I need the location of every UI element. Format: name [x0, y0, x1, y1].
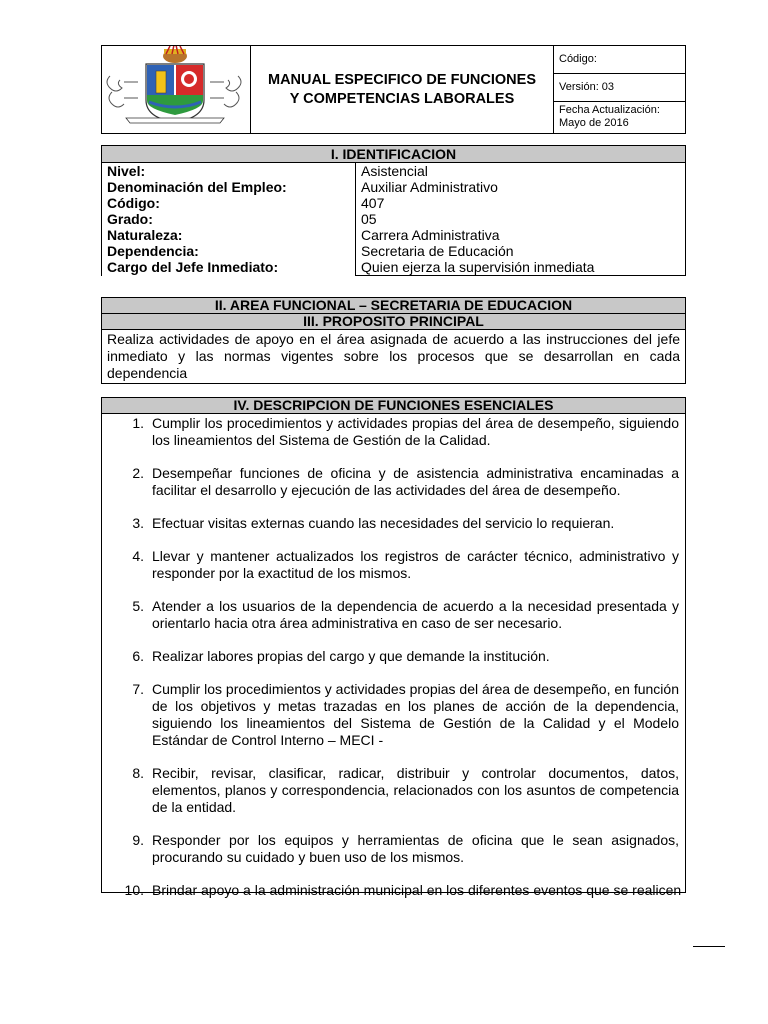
- identificacion-table: [101, 145, 686, 276]
- codigo-cell: Código:: [554, 46, 686, 74]
- item-number: 9.: [132, 832, 144, 848]
- list-item: [102, 465, 685, 499]
- document-title: [251, 46, 554, 134]
- item-number: 8.: [132, 765, 144, 781]
- value-naturaleza: Carrera Administrativa: [361, 227, 500, 243]
- list-item: [102, 515, 685, 532]
- label-codigo: Código:: [107, 195, 160, 211]
- funciones-box: [101, 397, 686, 898]
- item-number: 10.: [124, 882, 144, 898]
- value-nivel: Asistencial: [361, 163, 428, 179]
- item-text: Realizar labores propias del cargo y que demande la institución.: [152, 648, 550, 664]
- item-text: Desempeñar funciones de oficina y de asistencia administrativa encaminadas a facilitar el desarrollo y ejecución de las actividades del área de desempeño.: [152, 465, 679, 498]
- proposito-text: Realiza actividades de apoyo en el área asignada de acuerdo a las instrucciones del jefe inmediato y las normas vigentes sobre los procesos que se desarrollan en cada dependencia: [102, 330, 686, 384]
- label-denominacion: Denominación del Empleo:: [107, 179, 287, 195]
- ident-values: [356, 163, 686, 276]
- title-line-1: MANUAL ESPECIFICO DE FUNCIONES: [267, 71, 536, 88]
- value-dependencia: Secretaria de Educación: [361, 243, 514, 259]
- version-cell: Versión: 03: [554, 73, 686, 101]
- list-item: [102, 598, 685, 632]
- area-proposito-table: [101, 297, 686, 384]
- municipality-crest-icon: [102, 46, 248, 128]
- item-text: Brindar apoyo a la administración municipal en los diferentes eventos que se realicen: [152, 882, 682, 898]
- funciones-heading: IV. DESCRIPCION DE FUNCIONES ESENCIALES: [102, 398, 685, 414]
- label-nivel: Nivel:: [107, 163, 146, 179]
- value-denominacion: Auxiliar Administrativo: [361, 179, 498, 195]
- list-item: [102, 548, 685, 582]
- fecha-label: Fecha Actualización:: [559, 104, 660, 117]
- item-text: Atender a los usuarios de la dependencia de acuerdo a la necesidad presentada y orientarlo hacia otra área administrativa en caso de ser necesario.: [152, 598, 679, 631]
- item-number: 6.: [132, 648, 144, 664]
- label-naturaleza: Naturaleza:: [107, 227, 183, 243]
- list-item: [102, 882, 685, 899]
- item-number: 3.: [132, 515, 144, 531]
- item-text: Efectuar visitas externas cuando las necesidades del servicio lo requieran.: [152, 515, 615, 531]
- label-dependencia: Dependencia:: [107, 243, 199, 259]
- item-text: Cumplir los procedimientos y actividades propias del área de desempeño, siguiendo los lineamientos del Sistema de Gestión de la Calidad.: [152, 415, 679, 448]
- fecha-value: Mayo de 2016: [559, 117, 629, 130]
- proposito-heading: III. PROPOSITO PRINCIPAL: [102, 314, 686, 330]
- title-line-2: Y COMPETENCIAS LABORALES: [289, 90, 515, 107]
- value-grado: 05: [361, 211, 377, 227]
- area-funcional-heading: II. AREA FUNCIONAL – SECRETARIA DE EDUCACION: [102, 298, 686, 314]
- list-item: [102, 765, 685, 816]
- item-text: Llevar y mantener actualizados los registros de carácter técnico, administrativo y responder por la exactitud de los mismos.: [152, 548, 679, 581]
- item-text: Cumplir los procedimientos y actividades propias del área de desempeño, en función de los objetivos y metas trazadas en los planes de acción de la dependencia, siguiendo los lineamientos del Sistema de Gestión de la Calidad y el Modelo Estándar de Control Interno – MECI -: [152, 681, 679, 748]
- item-text: Responder por los equipos y herramientas de oficina que le sean asignados, procurando su cuidado y buen uso de los mismos.: [152, 832, 679, 865]
- funciones-list: [102, 414, 685, 899]
- logo-cell: [102, 46, 251, 134]
- item-number: 5.: [132, 598, 144, 614]
- list-item: [102, 648, 685, 665]
- list-item: [102, 681, 685, 749]
- item-number: 7.: [132, 681, 144, 697]
- item-number: 2.: [132, 465, 144, 481]
- document-header: [101, 45, 686, 134]
- ident-labels: [102, 163, 356, 276]
- list-item: [102, 832, 685, 866]
- label-cargo-jefe: Cargo del Jefe Inmediato:: [107, 259, 279, 275]
- footer-divider: [693, 946, 725, 947]
- value-codigo: 407: [361, 195, 385, 211]
- list-item: [102, 415, 685, 449]
- item-number: 1.: [132, 415, 144, 431]
- fecha-cell: [554, 101, 686, 133]
- value-cargo-jefe: Quien ejerza la supervisión inmediata: [361, 259, 595, 275]
- identificacion-heading: I. IDENTIFICACION: [102, 146, 686, 163]
- item-text: Recibir, revisar, clasificar, radicar, distribuir y controlar documentos, datos, elementos, planos y correspondencia, relacionados con los asuntos de competencia de la entidad.: [152, 765, 679, 815]
- item-number: 4.: [132, 548, 144, 564]
- label-grado: Grado:: [107, 211, 153, 227]
